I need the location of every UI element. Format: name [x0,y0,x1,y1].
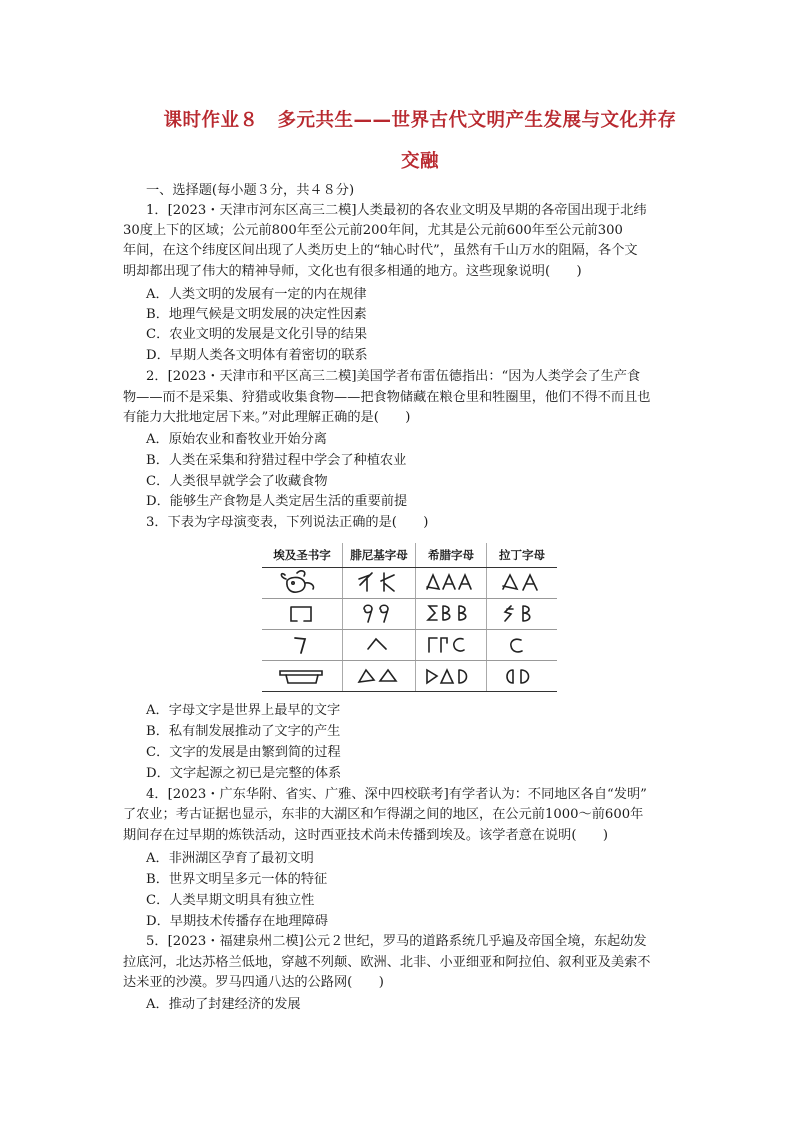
phoenician-gimel-glyph [354,631,404,659]
greek-alpha-glyph [423,569,479,597]
q3-option-b: B．私有制发展推动了文字的产生 [146,724,341,739]
egyptian-throwstick-glyph [277,631,327,659]
col-header-latin: 拉丁字母 [487,543,558,568]
q3-stem: 3．下表为字母演变表，下列说法正确的是( ) [146,515,429,530]
col-header-egyptian: 埃及圣书字 [262,543,343,568]
q4-option-c: C．人类早期文明具有独立性 [146,893,315,908]
q2-stem-line2: 物——而不是采集、狩猎或收集食物——把食物储藏在粮仓里和牲圈里，他们不得不而且也 [123,390,651,405]
q4-stem-line1: 4．[2023・广东华附、省实、广雅、深中四校联考]有学者认为：不同地区各自“发明” [146,787,647,802]
q4-stem-line3: 期间存在过早期的炼铁活动，这时西亚技术尚未传播到埃及。该学者意在说明( ) [123,828,609,843]
greek-gamma-glyph [423,631,479,659]
q1-stem-line1: 1．[2023・天津市河东区高三二模]人类最初的各农业文明及早期的各帝国出现于北纬 [146,203,647,218]
greek-beta-glyph [423,600,479,628]
q2-stem-line1: 2．[2023・天津市和平区高三二模]美国学者布雷伍德指出：“因为人类学会了生产食 [146,369,641,384]
q1-option-b: B．地理气候是文明发展的决定性因素 [146,307,367,322]
q2-option-b: B．人类在采集和狩猎过程中学会了种植农业 [146,453,407,468]
q2-option-a: A．原始农业和畜牧业开始分离 [146,432,327,447]
table-row [262,661,557,692]
q4-option-b: B．世界文明呈多元一体的特征 [146,872,328,887]
q5-stem-line1: 5．[2023・福建泉州二模]公元２世纪，罗马的道路系统几乎遍及帝国全境，东起幼发 [146,934,647,949]
worksheet-title-line1: 课时作业８ 多元共生——世界古代文明产生发展与文化并存 [163,110,677,131]
q1-stem-line2: 30度上下的区域；公元前800年至公元前200年间，尤其是公元前600年至公元前300 [123,223,623,238]
table-row [262,568,557,599]
q1-stem-line4: 明却都出现了伟大的精神导师，文化也有很多相通的地方。这些现象说明( ) [123,264,582,279]
q2-stem-line3: 有能力大批地定居下来。”对此理解正确的是( ) [123,410,411,425]
q5-stem-line2: 拉底河，北达苏格兰低地，穿越不列颠、欧洲、北非、小亚细亚和阿拉伯、叙利亚及美索不 [123,955,651,970]
latin-c-glyph [497,631,547,659]
q5-stem-line3: 达米亚的沙漠。罗马四通八达的公路网( ) [123,975,384,990]
latin-d-glyph [497,662,547,690]
q3-option-d: D．文字起源之初已是完整的体系 [146,766,342,781]
phoenician-aleph-glyph [354,569,404,597]
table-row [262,599,557,630]
q2-option-c: C．人类很早就学会了收藏食物 [146,474,328,489]
q3-option-a: A．字母文字是世界上最早的文字 [146,703,341,718]
q1-option-d: D．早期人类各文明体有着密切的联系 [146,348,368,363]
col-header-phoenician: 腓尼基字母 [343,543,416,568]
egyptian-door-glyph [274,662,330,690]
section-heading: 一、选择题(每小题３分，共４８分) [146,183,355,198]
worksheet-title-line2: 交融 [400,151,439,172]
egyptian-ox-head-glyph [277,569,327,597]
phoenician-daleth-glyph [354,662,404,690]
greek-delta-glyph [423,662,479,690]
table-header-row [262,543,557,568]
q1-option-c: C．农业文明的发展是文化引导的结果 [146,327,368,342]
q4-stem-line2: 了农业；考古证据也显示，东非的大湖区和乍得湖之间的地区，在公元前1000～前600年 [123,807,644,822]
egyptian-house-glyph [277,600,327,628]
q4-option-d: D．早期技术传播存在地理障碍 [146,914,329,929]
q1-option-a: A．人类文明的发展有一定的内在规律 [146,287,367,302]
q1-stem-line3: 年间，在这个纬度区间出现了人类历史上的“轴心时代”，虽然有千山万水的阻隔，各个文 [123,243,638,258]
phoenician-beth-glyph [354,600,404,628]
alphabet-evolution-table [262,543,557,692]
q4-option-a: A．非洲湖区孕育了最初文明 [146,851,314,866]
col-header-greek: 希腊字母 [416,543,487,568]
latin-a-glyph [497,569,547,597]
table-row [262,630,557,661]
latin-b-glyph [497,600,547,628]
q5-option-a: A．推动了封建经济的发展 [146,997,301,1012]
q3-option-c: C．文字的发展是由繁到简的过程 [146,745,341,760]
q2-option-d: D．能够生产食物是人类定居生活的重要前提 [146,494,408,509]
